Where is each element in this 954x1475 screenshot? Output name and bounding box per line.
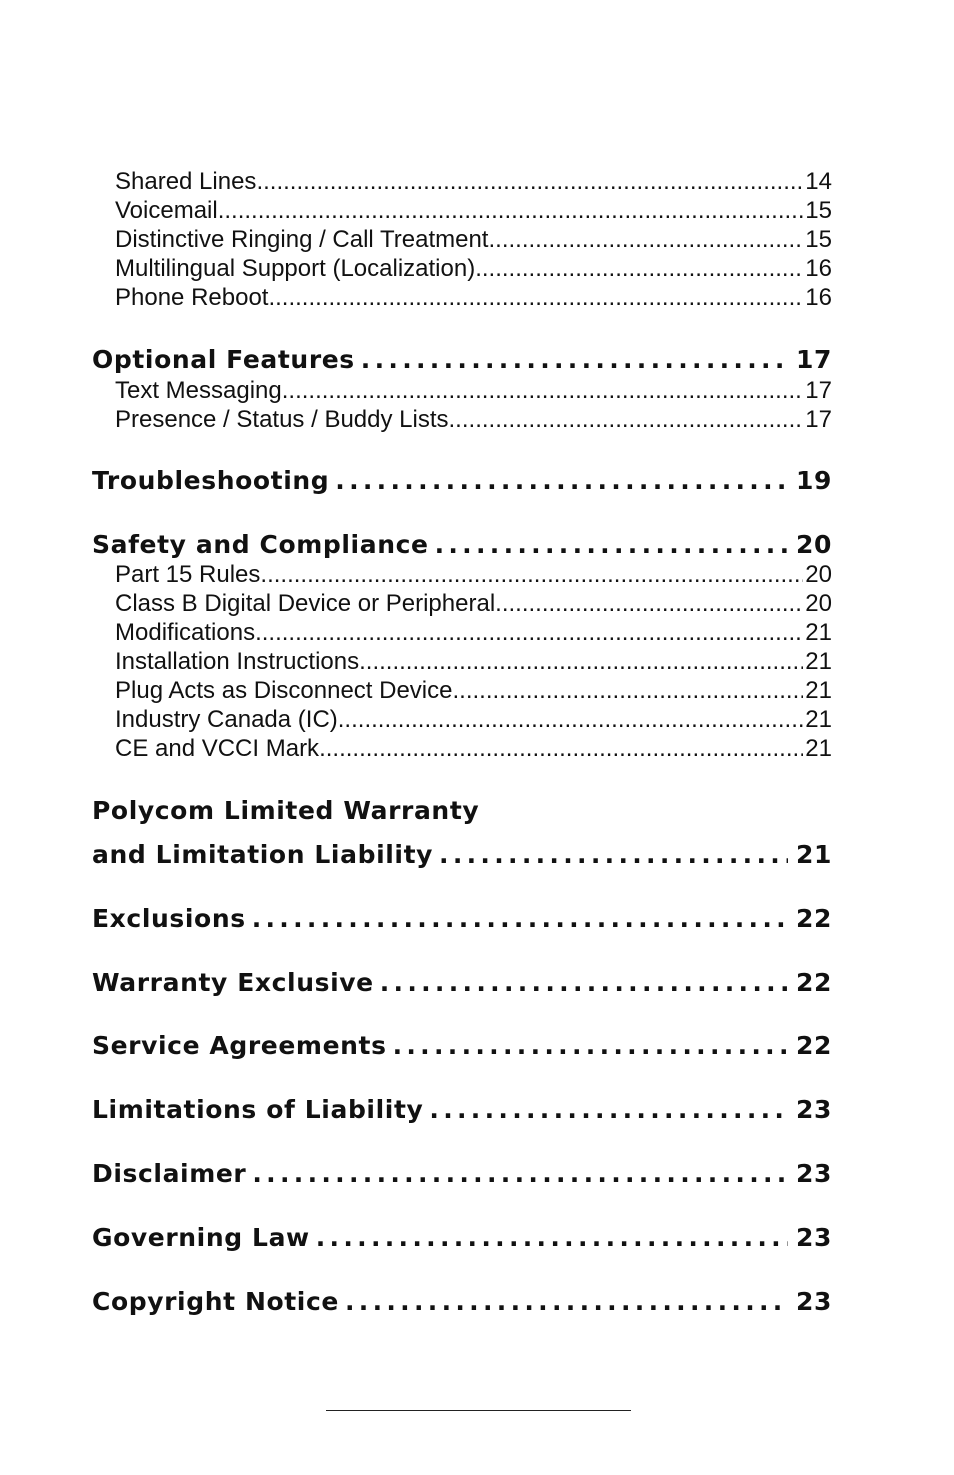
toc-section-label: and Limitation Liability xyxy=(92,840,434,869)
dot-leader xyxy=(393,1029,788,1063)
toc-entry-phone-reboot[interactable] xyxy=(92,283,832,312)
toc-section-label: Governing Law xyxy=(92,1223,310,1252)
toc-page-number: 15 xyxy=(805,197,832,224)
dot-leader xyxy=(345,1285,788,1319)
toc-section-troubleshooting[interactable] xyxy=(92,464,832,498)
toc-section-warranty-line1[interactable]: Polycom Limited Warranty xyxy=(92,796,480,825)
toc-page-number: 21 xyxy=(805,677,832,704)
toc-entry-label: Distinctive Ringing / Call Treatment xyxy=(115,226,489,253)
toc-section-disclaimer[interactable] xyxy=(92,1157,832,1191)
toc-section-label: Copyright Notice xyxy=(92,1287,339,1316)
toc-page-number: 22 xyxy=(796,1031,832,1060)
dot-leader xyxy=(359,647,803,676)
toc-page-number: 19 xyxy=(796,466,832,495)
toc-section-label: Optional Features xyxy=(92,345,355,374)
toc-entry-installation-instructions[interactable] xyxy=(92,647,832,676)
toc-entry-label: Phone Reboot xyxy=(115,284,269,311)
toc-entry-modifications[interactable] xyxy=(92,618,832,647)
toc-section-exclusions[interactable] xyxy=(92,902,832,936)
toc-entry-label: Voicemail xyxy=(115,197,218,224)
toc-section-limitations-liability[interactable] xyxy=(92,1093,832,1127)
toc-entry-label: Plug Acts as Disconnect Device xyxy=(115,677,453,704)
dot-leader xyxy=(268,283,803,312)
dot-leader xyxy=(255,618,803,647)
toc-section-safety-compliance[interactable] xyxy=(92,528,832,562)
toc-page-number: 16 xyxy=(805,284,832,311)
toc-page-number: 14 xyxy=(805,168,832,195)
toc-section-copyright-notice[interactable] xyxy=(92,1285,832,1319)
dot-leader xyxy=(439,838,788,872)
toc-entry-label: Multilingual Support (Localization) xyxy=(115,255,476,282)
toc-page-number: 21 xyxy=(805,619,832,646)
toc-page-number: 20 xyxy=(805,561,832,588)
dot-leader xyxy=(488,225,803,254)
dot-leader xyxy=(475,254,803,283)
toc-section-label: Exclusions xyxy=(92,904,246,933)
toc-entry-ce-vcci-mark[interactable] xyxy=(92,734,832,763)
toc-entry-shared-lines[interactable] xyxy=(92,167,832,196)
toc-page-number: 23 xyxy=(796,1095,832,1124)
toc-page-number: 15 xyxy=(805,226,832,253)
toc-section-governing-law[interactable] xyxy=(92,1221,832,1255)
dot-leader xyxy=(256,167,803,196)
toc-section-label: Safety and Compliance xyxy=(92,530,429,559)
dot-leader xyxy=(335,464,788,498)
dot-leader xyxy=(338,705,804,734)
footer-rule xyxy=(326,1410,631,1411)
toc-entry-text-messaging[interactable] xyxy=(92,376,832,405)
dot-leader xyxy=(361,343,788,377)
dot-leader xyxy=(252,902,788,936)
toc-page-number: 22 xyxy=(796,904,832,933)
toc-entry-label: Presence / Status / Buddy Lists xyxy=(115,406,449,433)
toc-section-label: Troubleshooting xyxy=(92,466,330,495)
toc-entry-voicemail[interactable] xyxy=(92,196,832,225)
toc-entry-distinctive-ringing[interactable] xyxy=(92,225,832,254)
toc-entry-label: Modifications xyxy=(115,619,256,646)
dot-leader xyxy=(429,1093,788,1127)
toc-section-warranty[interactable] xyxy=(92,838,832,872)
toc-page-number: 20 xyxy=(796,530,832,559)
toc-page-number: 17 xyxy=(805,377,832,404)
dot-leader xyxy=(449,405,804,434)
toc-page-number: 20 xyxy=(805,590,832,617)
dot-leader xyxy=(282,376,804,405)
dot-leader xyxy=(252,1157,788,1191)
toc-page-number: 16 xyxy=(805,255,832,282)
toc-section-label: Warranty Exclusive xyxy=(92,968,374,997)
toc-entry-label: Part 15 Rules xyxy=(115,561,261,588)
dot-leader xyxy=(260,560,803,589)
dot-leader xyxy=(435,528,788,562)
toc-entry-label: Text Messaging xyxy=(115,377,282,404)
toc-entry-industry-canada[interactable] xyxy=(92,705,832,734)
toc-entry-label: Class B Digital Device or Peripheral xyxy=(115,590,496,617)
toc-section-label: Limitations of Liability xyxy=(92,1095,424,1124)
toc-page-number: 17 xyxy=(805,406,832,433)
toc-page-number: 21 xyxy=(805,735,832,762)
toc-page-number: 22 xyxy=(796,968,832,997)
toc-entry-multilingual-support[interactable] xyxy=(92,254,832,283)
toc-page-number: 23 xyxy=(796,1223,832,1252)
toc-section-service-agreements[interactable] xyxy=(92,1029,832,1063)
toc-entry-label: Installation Instructions xyxy=(115,648,360,675)
toc-section-label: Service Agreements xyxy=(92,1031,387,1060)
toc-entry-presence[interactable] xyxy=(92,405,832,434)
toc-section-warranty-exclusive[interactable] xyxy=(92,966,832,1000)
toc-entry-part-15-rules[interactable] xyxy=(92,560,832,589)
toc-section-label: Disclaimer xyxy=(92,1159,247,1188)
toc-entry-label: Industry Canada (IC) xyxy=(115,706,338,733)
toc-entry-label: CE and VCCI Mark xyxy=(115,735,320,762)
dot-leader xyxy=(319,734,803,763)
toc-page-number: 21 xyxy=(805,706,832,733)
dot-leader xyxy=(218,196,804,225)
dot-leader xyxy=(495,589,803,618)
toc-page-number: 23 xyxy=(796,1287,832,1316)
toc-page-number: 21 xyxy=(796,840,832,869)
dot-leader xyxy=(380,966,788,1000)
dot-leader xyxy=(316,1221,788,1255)
toc-page-number: 21 xyxy=(805,648,832,675)
dot-leader xyxy=(453,676,804,705)
toc-section-optional-features[interactable] xyxy=(92,343,832,377)
toc-entry-label: Shared Lines xyxy=(115,168,257,195)
toc-page-number: 23 xyxy=(796,1159,832,1188)
toc-page-number: 17 xyxy=(796,345,832,374)
toc-entry-plug-disconnect[interactable] xyxy=(92,676,832,705)
toc-entry-class-b-digital-device[interactable] xyxy=(92,589,832,618)
